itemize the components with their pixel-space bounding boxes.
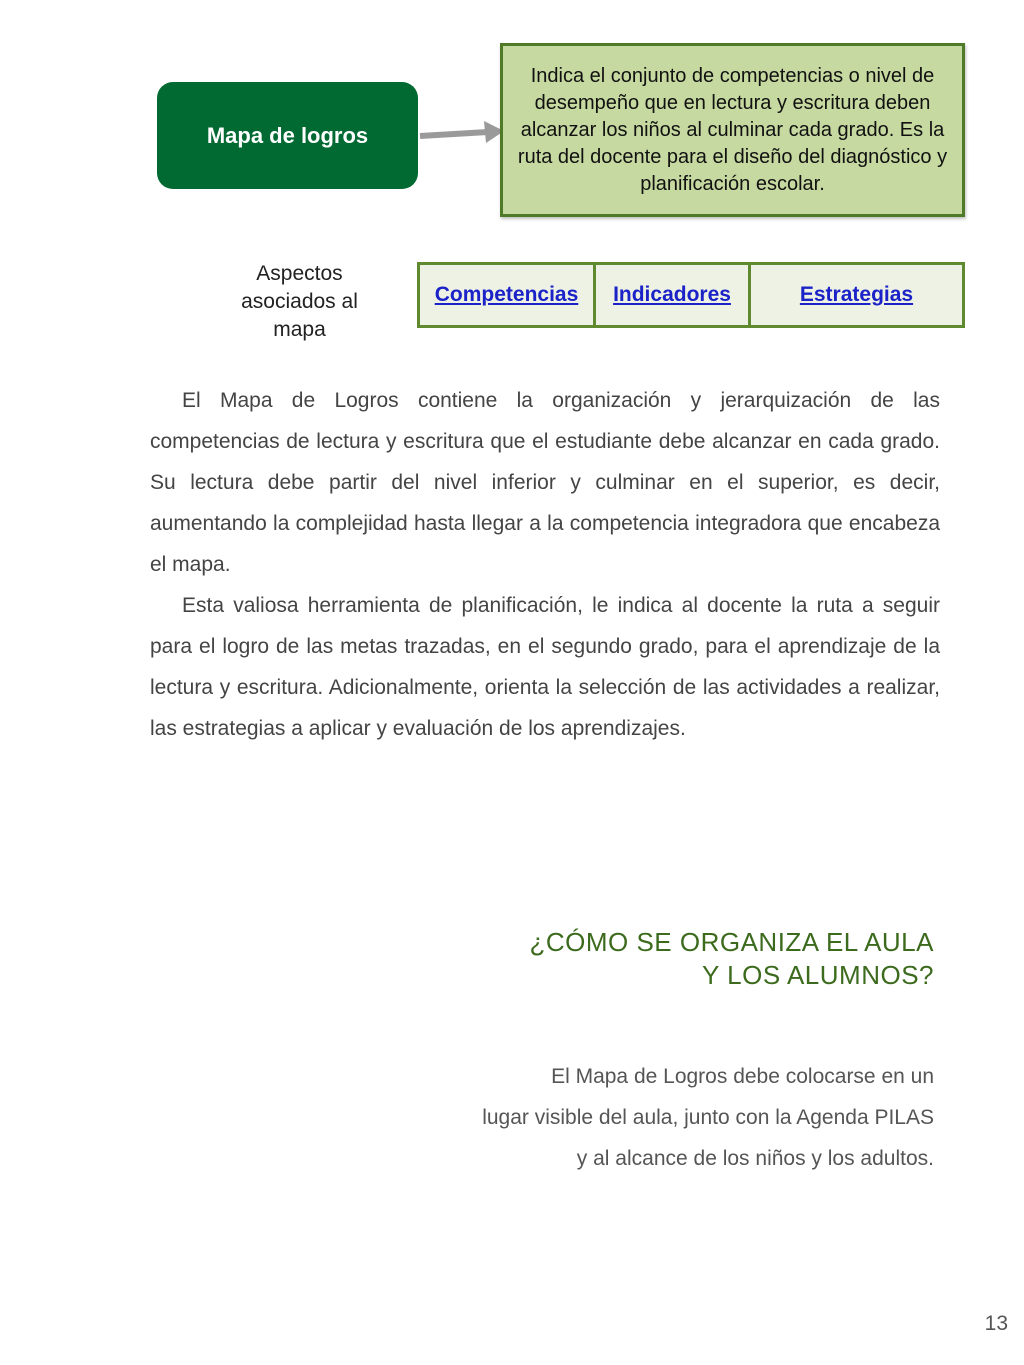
body-paragraph-1 — [150, 380, 940, 585]
aspects-label: Aspectos asociados al mapa — [241, 262, 358, 341]
estrategias-link[interactable]: Estrategias — [799, 283, 914, 306]
section-body-line-2: lugar visible del aula, junto con la Agenda PILAS — [482, 1106, 934, 1129]
paragraph-1-text: El Mapa de Logros contiene la organización y jerarquización de las competencias de lectura y escritura que el estudiante debe alcanzar en cada grado. Su lectura debe partir del nivel inferior y culminar en el superior, es decir, aumentando la complejidad hasta llegar a la competencia integradora que encabeza el mapa. — [150, 389, 940, 576]
competencias-link[interactable]: Competencias — [420, 265, 596, 325]
section-title — [529, 926, 934, 992]
section-title-line-1: ¿CÓMO SE ORGANIZA EL AULA — [529, 927, 934, 957]
description-text: Indica el conjunto de competencias o nivel de desempeño que en lectura y escritura deben alcanzar los niños al culminar cada grado. Es la ruta del docente para el diseño del diagnóstico y planificación escolar. — [517, 64, 948, 195]
section-body-line-3: y al alcance de los niños y los adultos. — [576, 1147, 934, 1170]
mapa-de-logros-box: Mapa de logros — [157, 82, 418, 189]
aspects-table — [417, 262, 965, 328]
section-body — [482, 1056, 934, 1179]
page-number: 13 — [984, 1312, 1008, 1335]
section-title-line-2: Y LOS ALUMNOS? — [702, 960, 934, 990]
arrow-right-icon — [418, 118, 508, 154]
description-box — [500, 43, 965, 217]
body-paragraph-2 — [150, 585, 940, 749]
indicadores-link[interactable]: Indicadores — [596, 265, 751, 325]
paragraph-2-text: Esta valiosa herramienta de planificación, le indica al docente la ruta a seguir para el logro de las metas trazadas, en el segundo grado, para el aprendizaje de la lectura y escritura. Adicionalmente, orienta la selección de las actividades a realizar, las estrategias a aplicar y evaluación de los aprendizajes. — [150, 594, 940, 740]
section-body-line-1: El Mapa de Logros debe colocarse en un — [551, 1065, 934, 1088]
